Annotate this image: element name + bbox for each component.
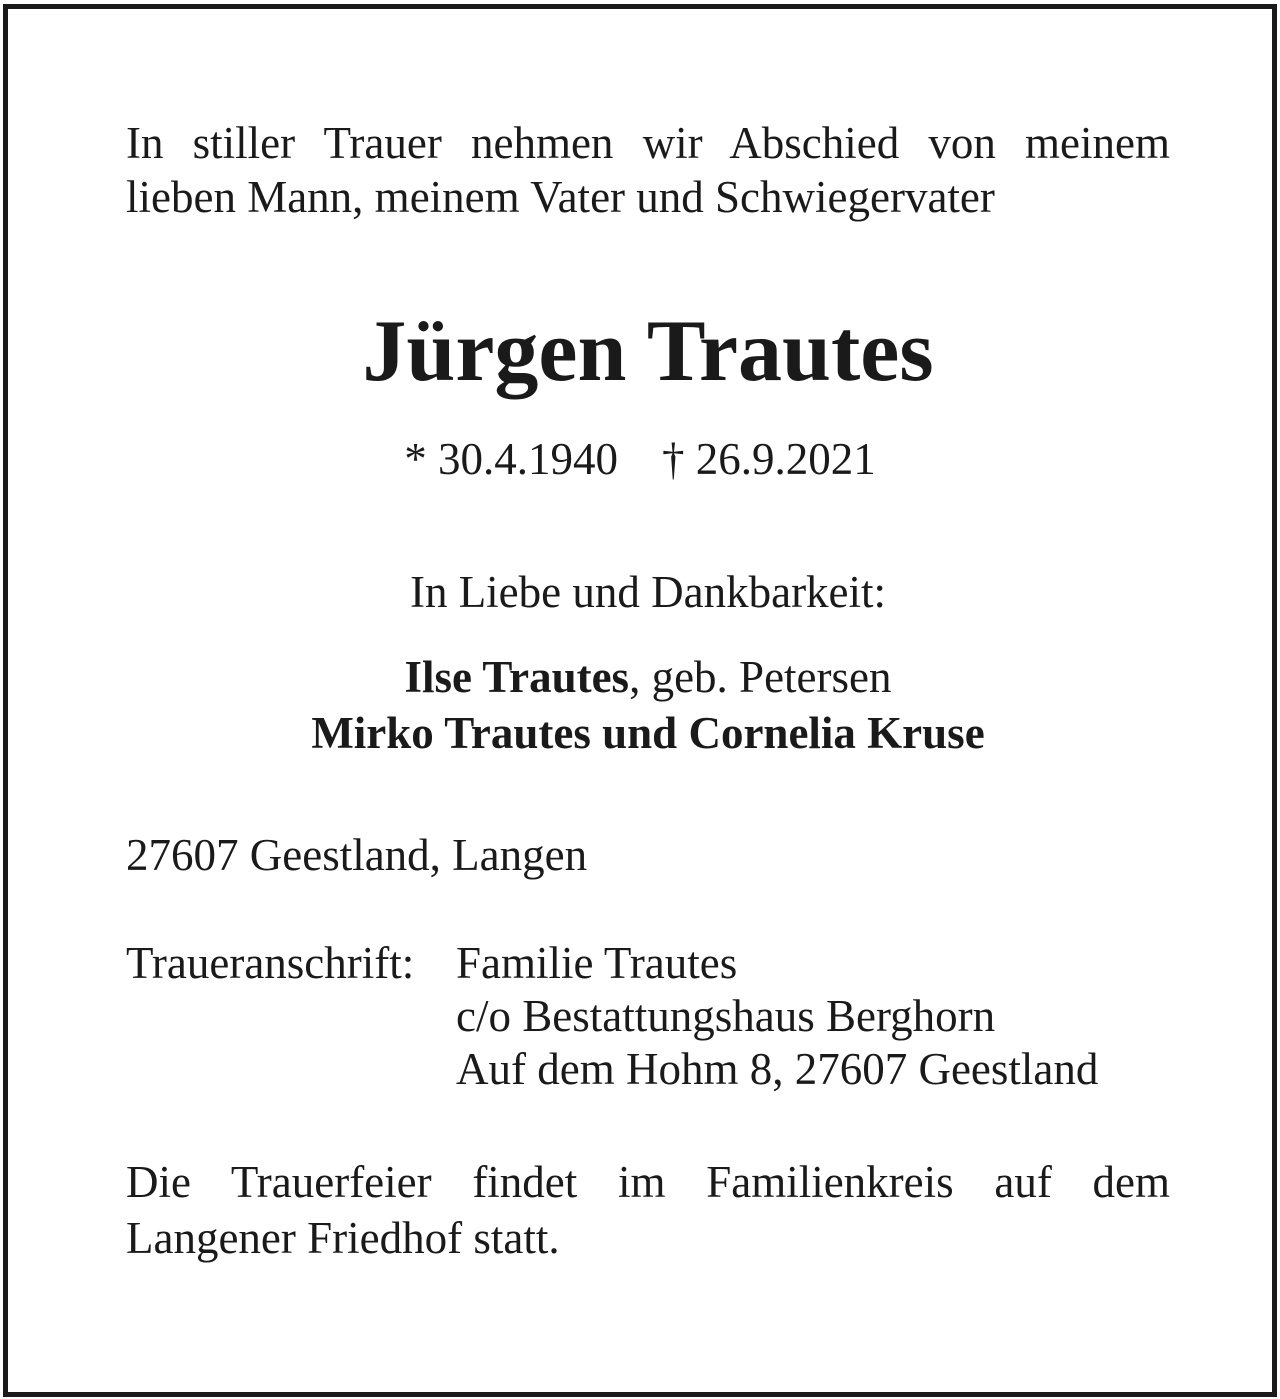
birth-date: * 30.4.1940 <box>404 434 618 484</box>
mourning-address <box>126 937 1170 1096</box>
address-line-2: c/o Bestattungshaus Berghorn <box>456 991 996 1041</box>
mourner-1-suffix: , geb. Petersen <box>629 652 892 702</box>
mourner-2: Mirko Trautes und Cornelia Kruse <box>311 708 985 758</box>
deceased-name: Jürgen Trautes <box>362 303 934 400</box>
mourners-intro: In Liebe und Dankbarkeit: <box>409 567 887 617</box>
ceremony-text <box>126 1154 1170 1266</box>
place-line: 27607 Geestland, Langen <box>126 830 588 880</box>
life-dates <box>0 432 1280 486</box>
mourner-1-name: Ilse Trautes <box>404 652 630 702</box>
address-label: Traueranschrift: <box>126 938 415 988</box>
death-date: † 26.9.2021 <box>662 434 876 484</box>
intro-line-1: In stiller Trauer nehmen wir Abschied von meinem <box>126 118 1170 168</box>
ceremony-line-1: Die Trauerfeier findet im Familienkreis auf dem <box>126 1157 1170 1207</box>
intro-text <box>126 116 1170 224</box>
mourner-1 <box>0 650 1280 704</box>
intro-line-2: lieben Mann, meinem Vater und Schwiegervater <box>126 172 995 222</box>
ceremony-line-2: Langener Friedhof statt. <box>126 1213 560 1263</box>
address-line-1: Familie Trautes <box>456 938 738 988</box>
address-line-3: Auf dem Hohm 8, 27607 Geestland <box>456 1044 1099 1094</box>
